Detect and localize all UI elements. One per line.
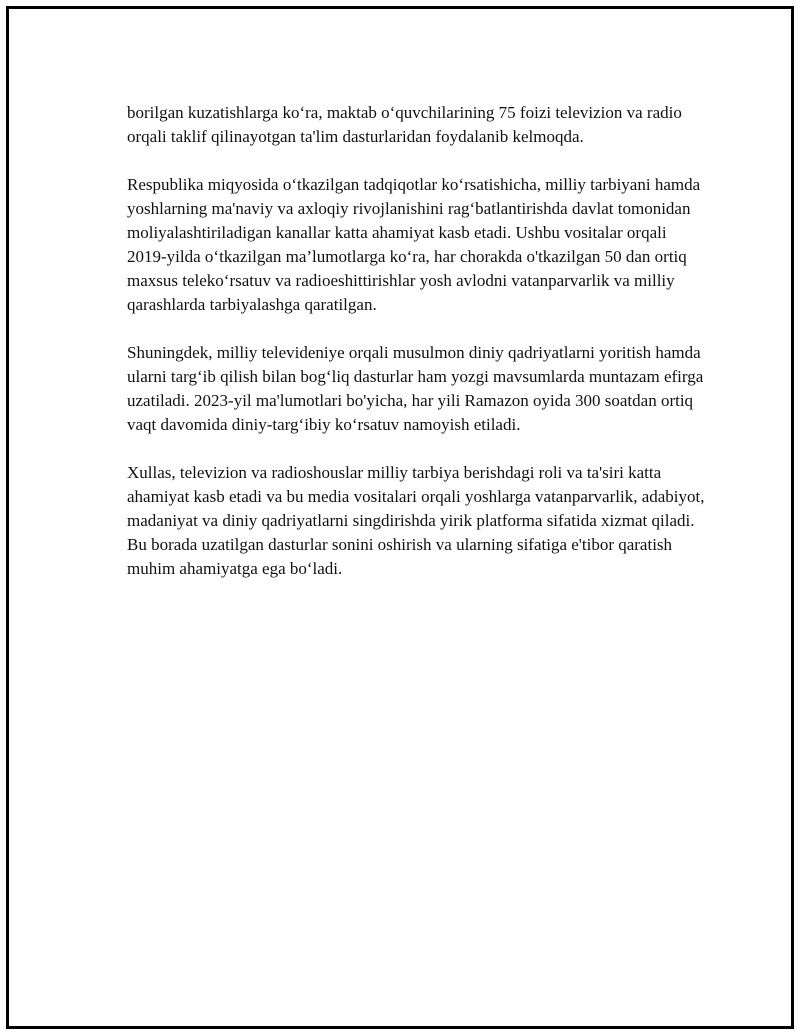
paragraph-3: Shuningdek, milliy televideniye orqali musulmon diniy qadriyatlarni yoritish hamda ularni targ‘ib qilish bilan bog‘liq dasturlar ham yozgi mavsumlarda muntazam efirga uzatiladi. 2023-yil ma'lumotlari bo'yicha, har yili Ramazon oyida 300 soatdan ortiq vaqt davomida diniy-targ‘ibiy ko‘rsatuv namoyish etiladi.: [127, 343, 704, 434]
document-body: [127, 101, 707, 605]
paragraph-2: Respublika miqyosida o‘tkazilgan tadqiqotlar ko‘rsatishicha, milliy tarbiyani hamda yoshlarning ma'naviy va axloqiy rivojlanishini rag‘batlantirishda davlat tomonidan moliyalashtiriladigan kanallar katta ahamiyat kasb etadi. Ushbu vositalar orqali 2019-yilda o‘tkazilgan ma’lumotlarga ko‘ra, har chorakda o'tkazilgan 50 dan ortiq maxsus teleko‘rsatuv va radioeshittirishlar yosh avlodni vatanparvarlik va milliy qarashlarda tarbiyalashga qaratilgan.: [127, 175, 701, 314]
paragraph-4: Xullas, televizion va radioshouslar milliy tarbiya berishdagi roli va ta'siri katta ahamiyat kasb etadi va bu media vositalari orqali yoshlarga vatanparvarlik, adabiyot, madaniyat va diniy qadriyatlarni singdirishda yirik platforma sifatida xizmat qiladi. Bu borada uzatilgan dasturlar sonini oshirish va ularning sifatiga e'tibor qaratish muhim ahamiyatga ega bo‘ladi.: [127, 463, 705, 578]
paragraph-1: borilgan kuzatishlarga ko‘ra, maktab o‘quvchilarining 75 foizi televizion va radio orqali taklif qilinayotgan ta'lim dasturlaridan foydalanib kelmoqda.: [127, 103, 682, 146]
page-frame: [6, 6, 794, 1029]
